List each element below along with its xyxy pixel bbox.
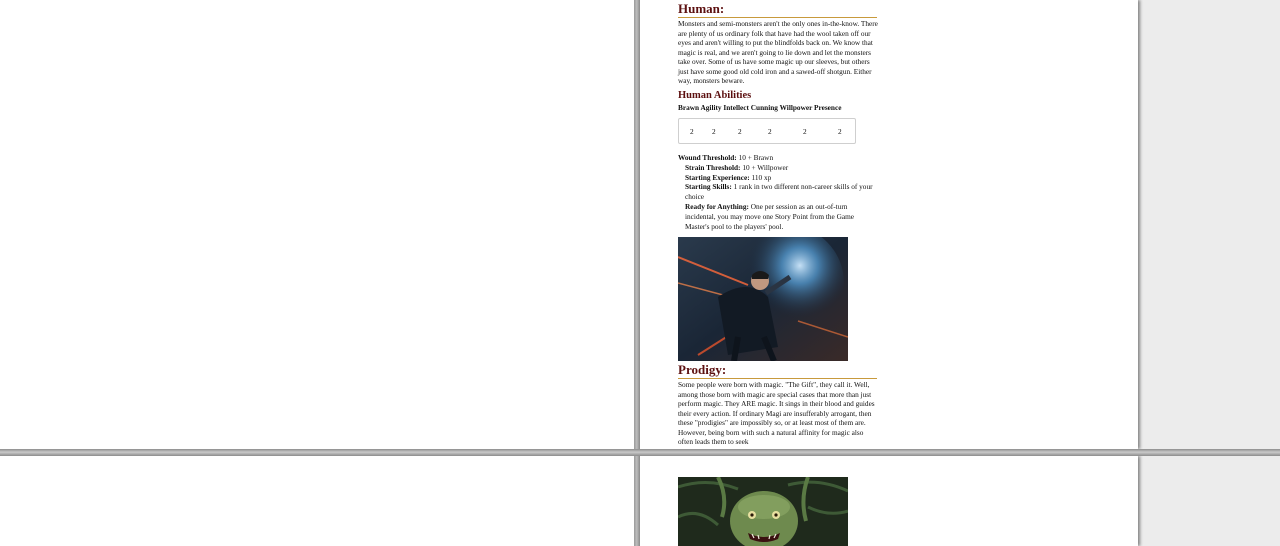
willpower-value: 2 bbox=[803, 127, 807, 136]
strain-threshold-value: 10 + Willpower bbox=[740, 162, 789, 172]
starting-experience-value: 110 xp bbox=[749, 172, 772, 182]
document-viewer-pane-top[interactable] bbox=[640, 0, 1280, 449]
document-page-lower bbox=[640, 456, 1138, 546]
starting-skills-value: 1 rank in two different non-career skills of your choice bbox=[685, 182, 873, 202]
document-viewer-pane-bottom[interactable] bbox=[640, 456, 1280, 546]
human-stats-block bbox=[678, 153, 878, 231]
left-viewer-pane-top[interactable] bbox=[0, 0, 634, 449]
starting-experience-label: Starting Experience: bbox=[685, 172, 750, 182]
starting-skills-line bbox=[678, 182, 878, 202]
characteristic-values-table bbox=[678, 118, 856, 144]
prodigy-heading: Prodigy: bbox=[678, 362, 877, 379]
agility-value: 2 bbox=[712, 127, 716, 136]
horizontal-splitter[interactable] bbox=[0, 449, 1280, 456]
starting-experience-line bbox=[678, 173, 878, 183]
presence-value: 2 bbox=[838, 127, 842, 136]
vertical-splitter[interactable] bbox=[634, 0, 640, 546]
human-illustration bbox=[678, 237, 848, 361]
prodigy-illustration bbox=[678, 477, 848, 546]
strain-threshold-label: Strain Threshold: bbox=[685, 162, 741, 172]
intellect-value: 2 bbox=[738, 127, 742, 136]
strain-threshold-line bbox=[678, 163, 878, 173]
document-page bbox=[640, 0, 1138, 449]
special-ability-label: Ready for Anything: bbox=[685, 201, 749, 211]
characteristic-headers: Brawn Agility Intellect Cunning Willpower Presence bbox=[678, 103, 842, 112]
wound-threshold-value: 10 + Brawn bbox=[736, 153, 774, 162]
human-illustration-art bbox=[678, 237, 848, 361]
human-abilities-heading: Human Abilities bbox=[678, 90, 752, 101]
starting-skills-label: Starting Skills: bbox=[685, 182, 732, 192]
wound-threshold-label: Wound Threshold: bbox=[678, 153, 737, 162]
prodigy-description: Some people were born with magic. "The Gift", they call it. Well, among those born with magic are special cases that more than just perform magic. They ARE magic. It sings in their blood and guides their every action. If ordinary Magi are insufferably arrogant, then these "prodigies" are impossibly so, or at least most of them are. However, being born with such a natural affinity for magic also often leads them to seek bbox=[678, 380, 875, 446]
brawn-value: 2 bbox=[690, 127, 694, 136]
human-heading: Human: bbox=[678, 1, 877, 18]
wound-threshold-line bbox=[678, 153, 878, 163]
special-ability-line bbox=[678, 202, 878, 231]
special-ability-value: One per session as an out-of-turn incidental, you may move one Story Point from the Game Master's pool to the players' pool. bbox=[685, 201, 855, 231]
prodigy-illustration-art bbox=[678, 477, 848, 546]
cunning-value: 2 bbox=[768, 127, 772, 136]
human-description: Monsters and semi-monsters aren't the only ones in-the-know. There are plenty of us ordinary folk that have had the wool taken off our eyes and aren't willing to put the blindfolds back on. We know that magic is real, and we aren't going to lie down and let the monsters take over. Some of us have some magic up our sleeves, but others just have some good old cold iron and a sawed-off shotgun. Either way, monsters beware. bbox=[678, 19, 878, 85]
left-viewer-pane-bottom[interactable] bbox=[0, 456, 634, 546]
